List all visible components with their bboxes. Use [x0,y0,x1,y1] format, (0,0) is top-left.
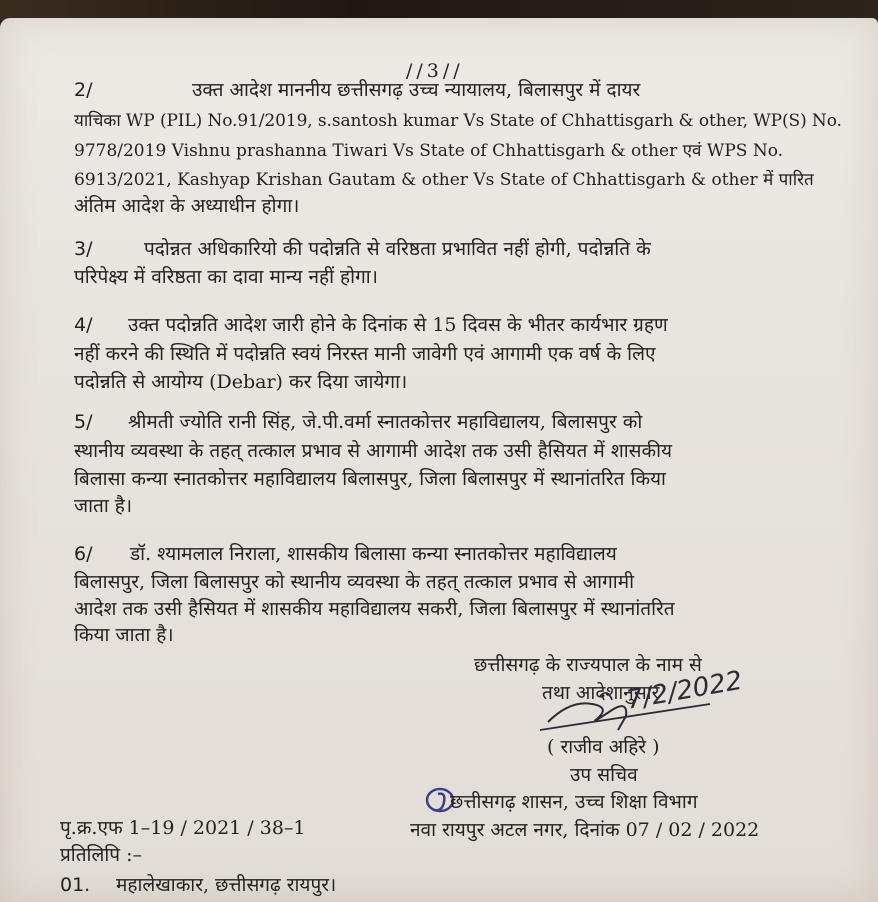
para-5-line-4: जाता है। [74,495,133,517]
copy-item-number: 01. [60,874,91,896]
para-2-line-4: 6913/2021, Kashyap Krishan Gautam & other Vs State of Chhattisgarh & other में पारित [74,170,814,190]
page-number: //3// [406,60,464,82]
para-6-line-3: आदेश तक उसी हैसियत में शासकीय महाविद्यालय सकरी, जिला बिलासपुर में स्थानांतरित [74,598,675,620]
para-3-line-1: पदोन्नत अधिकारियो की पदोन्नति से वरिष्ठता प्रभावित नहीं होगी, पदोन्नति के [144,238,651,260]
para-5-number: 5/ [74,411,93,433]
para-4-number: 4/ [74,314,93,336]
order-line: तथा आदेशानुसार [542,682,660,704]
para-2-line-1: उक्त आदेश माननीय छत्तीसगढ़ उच्च न्यायालय, बिलासपुर में दायर [192,79,641,101]
background-edge [0,0,878,20]
para-4-line-3: पदोन्नति से आयोग्य (Debar) कर दिया जायेगा। [74,371,408,393]
para-4-line-1: उक्त पदोन्नति आदेश जारी होने के दिनांक से 15 दिवस के भीतर कार्यभार ग्रहण [128,314,668,336]
para-6-line-2: बिलासपुर, जिला बिलासपुर को स्थानीय व्यवस्था के तहत् तत्काल प्रभाव से आगामी [74,571,634,593]
copy-label: प्रतिलिपि :– [60,844,143,866]
para-2-line-5: अंतिम आदेश के अध्याधीन होगा। [74,195,300,217]
governor-order-line: छत्तीसगढ़ के राज्यपाल के नाम से [474,654,702,676]
file-number: पृ.क्र.एफ 1–19 / 2021 / 38–1 [60,817,306,839]
place-date-line: नवा रायपुर अटल नगर, दिनांक 07 / 02 / 2022 [410,819,760,841]
para-5-line-3: बिलासा कन्या स्नातकोत्तर महाविद्यालय बिलासपुर, जिला बिलासपुर में स्थानांतरित किया [74,468,666,490]
para-5-line-1: श्रीमती ज्योति रानी सिंह, जे.पी.वर्मा स्नातकोत्तर महाविद्यालय, बिलासपुर को [128,411,643,433]
para-6-number: 6/ [74,543,93,565]
department-line: छत्तीसगढ़ शासन, उच्च शिक्षा विभाग [450,791,698,813]
signatory-name: ( राजीव अहिरे ) [547,736,660,758]
para-2-line-3: 9778/2019 Vishnu prashanna Tiwari Vs State of Chhattisgarh & other एवं WPS No. [74,141,784,161]
para-2-number: 2/ [74,79,93,101]
para-3-line-2: परिपेक्ष्य में वरिष्ठता का दावा मान्य नहीं होगा। [74,266,378,288]
copy-item-text: महालेखाकार, छत्तीसगढ़ रायपुर। [116,874,337,896]
para-2-line-2: याचिका WP (PIL) No.91/2019, s.santosh kumar Vs State of Chhattisgarh & other, WP(S) No. [74,111,842,131]
signatory-designation: उप सचिव [570,764,638,786]
para-4-line-2: नहीं करने की स्थिति में पदोन्नति स्वयं निरस्त मानी जावेगी एवं आगामी एक वर्ष के लिए [74,343,656,365]
handwritten-date: 7/2/2022 [624,665,745,716]
para-6-line-1: डॉ. श्यामलाल निराला, शासकीय बिलासा कन्या स्नातकोत्तर महाविद्यालय [130,543,617,565]
para-3-number: 3/ [74,238,93,260]
para-6-line-4: किया जाता है। [74,624,174,646]
para-5-line-2: स्थानीय व्यवस्था के तहत् तत्काल प्रभाव से आगामी आदेश तक उसी हैसियत में शासकीय [74,440,673,462]
